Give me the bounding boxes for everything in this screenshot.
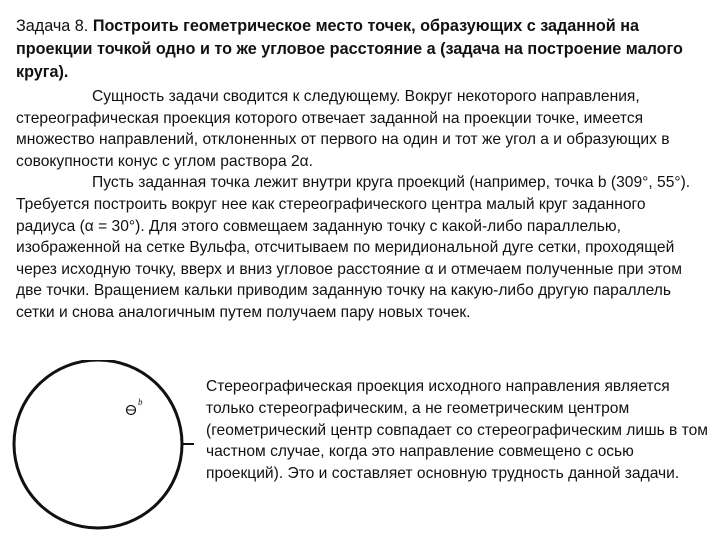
explanation-text — [16, 86, 708, 324]
projection-figure — [0, 360, 200, 540]
paragraph-procedure: Пусть заданная точка лежит внутри круга проекций (например, точка b (309°, 55°). Требуется построить вокруг нее как стереографического центра малый круг заданного радиуса (α = 30°). Для этого совмещаем заданную точку с какой-либо параллелью, изображенной на сетке Вульфа, отсчитываем по меридиональной дуге сетки, проходящей через исходную точку, вверх и вниз угловое расстояние α и отмечаем полученные при этом две точки. Вращением кальки приводим заданную точку на какую-либо другую параллель сетки и снова аналогичным путем получаем пару новых точек. — [16, 174, 691, 321]
projection-circle — [14, 360, 182, 528]
task-statement: Построить геометрическое место точек, образующих с заданной на проекции точкой одно и то же угловое расстояние a (задача на построение малого круга). — [16, 17, 683, 81]
task-title — [16, 15, 706, 84]
side-note: Стереографическая проекция исходного направления является только стереографическим, а не геометрическим центром (геометрический центр совпадает со стереографическим лишь в том частном случае, когда это направление совмещено с осью проекций). Это и составляет основную трудность данной задачи. — [206, 378, 709, 483]
projection-circle-diagram — [0, 360, 200, 540]
task-number: Задача 8. — [16, 17, 93, 35]
point-b-label: b — [138, 397, 143, 407]
paragraph-essence: Сущность задачи сводится к следующему. Вокруг некоторого направления, стереографическая проекция которого отвечает заданной на проекции точке, имеется множество направлений, отклоненных от первого на один и тот же угол a и образующих в совокупности конус с углом раствора 2α. — [16, 88, 670, 170]
